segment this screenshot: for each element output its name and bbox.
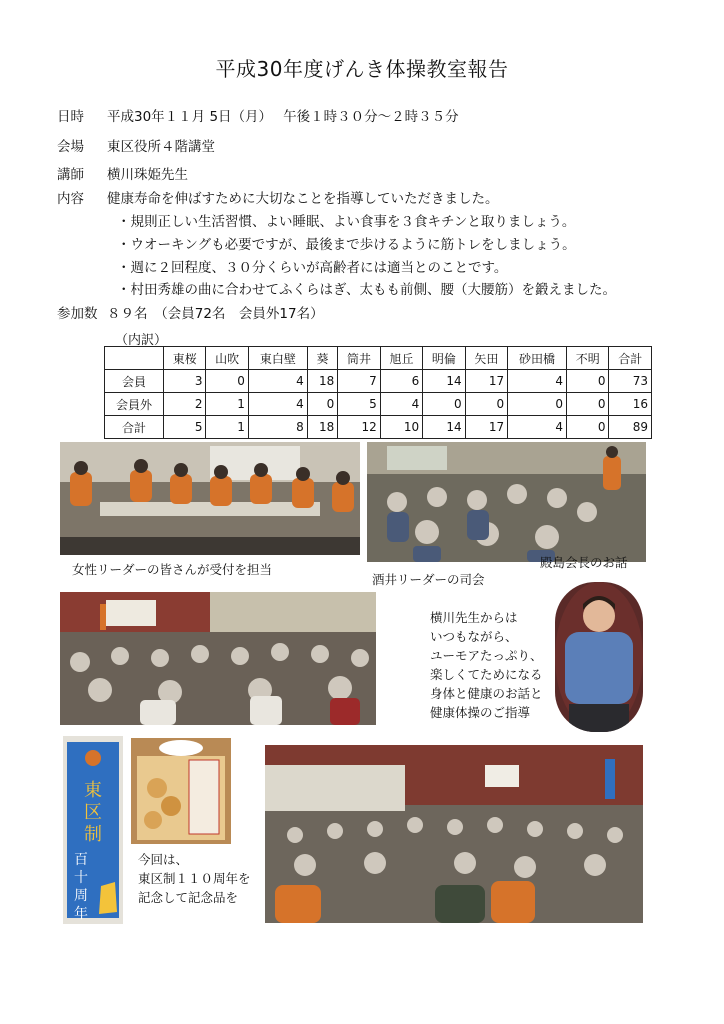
table-cell: 0 xyxy=(508,393,567,416)
content-label: 内容 xyxy=(57,191,84,207)
table-header: 不明 xyxy=(567,347,609,370)
table-cell: 0 xyxy=(206,370,248,393)
info-venue xyxy=(57,135,215,155)
table-cell: 6 xyxy=(380,370,422,393)
table-cell: 4 xyxy=(508,416,567,439)
table-cell: 0 xyxy=(465,393,507,416)
content-value: 健康寿命を伸ばすために大切なことを指導していただきました。 xyxy=(107,191,499,207)
table-cell: 0 xyxy=(567,393,609,416)
table-cell: 14 xyxy=(423,416,465,439)
table-cell: 10 xyxy=(380,416,422,439)
teacher-caption xyxy=(430,608,543,722)
table-cell: 2 xyxy=(164,393,206,416)
svg-text:周: 周 xyxy=(74,888,88,904)
table-cell: 14 xyxy=(423,370,465,393)
row-label: 会員 xyxy=(105,370,164,393)
reception-photo xyxy=(60,442,360,555)
teacher-photo xyxy=(555,582,643,732)
table-header: 東白壁 xyxy=(248,347,307,370)
teacher-caption-line: ユーモアたっぷり、 xyxy=(430,648,543,663)
table-cell: 4 xyxy=(508,370,567,393)
table-header: 筒井 xyxy=(338,347,380,370)
table-header: 砂田橋 xyxy=(508,347,567,370)
hall-photo xyxy=(60,592,376,725)
info-content xyxy=(57,187,499,207)
banner-photo xyxy=(63,736,123,924)
table-cell: 18 xyxy=(307,370,338,393)
teacher-caption-line: 横川先生からは xyxy=(430,610,518,625)
gift-caption-line: 記念して記念品を xyxy=(138,890,239,905)
table-cell: 8 xyxy=(248,416,307,439)
row-label: 合計 xyxy=(105,416,164,439)
table-cell: 12 xyxy=(338,416,380,439)
table-cell: 17 xyxy=(465,416,507,439)
teacher-caption-line: 身体と健康のお話と xyxy=(430,686,543,701)
teacher-caption-line: いつもながら、 xyxy=(430,629,518,644)
table-header: 葵 xyxy=(307,347,338,370)
table-cell: 0 xyxy=(567,370,609,393)
table-header: 旭丘 xyxy=(380,347,422,370)
chairman-photo xyxy=(367,442,646,562)
participants-label: 参加数 xyxy=(57,306,98,322)
date-value: 平成30年１１月 5日（月） 午後１時３０分～２時３５分 xyxy=(107,109,459,125)
table-header: 合計 xyxy=(609,347,652,370)
table-cell: 7 xyxy=(338,370,380,393)
table-cell: 1 xyxy=(206,393,248,416)
leader-caption: 酒井リーダーの司会 xyxy=(372,572,485,587)
svg-text:東: 東 xyxy=(84,780,102,801)
chairman-caption: 殿島会長のお話 xyxy=(540,555,628,570)
table-header-row xyxy=(105,347,652,370)
bullet-item: ・規則正しい生活習慣、よい睡眠、よい食事を３食キチンと取りましょう。 xyxy=(117,214,576,230)
table-row xyxy=(105,393,652,416)
svg-text:百: 百 xyxy=(74,852,88,868)
instructor-value: 横川珠姫先生 xyxy=(107,167,188,183)
svg-text:十: 十 xyxy=(74,870,88,886)
table-cell: 1 xyxy=(206,416,248,439)
page-title: 平成30年度げんき体操教室報告 xyxy=(215,57,509,81)
teacher-caption-line: 楽しくてためになる xyxy=(430,667,543,682)
info-participants xyxy=(57,302,324,322)
instructor-label: 講師 xyxy=(57,167,84,183)
venue-label: 会場 xyxy=(57,139,84,155)
bullet-item: ・週に２回程度、３０分くらいが高齢者には適当とのことです。 xyxy=(117,260,508,276)
table-cell: 16 xyxy=(609,393,652,416)
svg-text:区: 区 xyxy=(84,802,102,823)
table-cell: 0 xyxy=(307,393,338,416)
table-cell: 18 xyxy=(307,416,338,439)
table-header: 明倫 xyxy=(423,347,465,370)
svg-text:制: 制 xyxy=(84,824,102,845)
table-cell: 5 xyxy=(164,416,206,439)
table-row xyxy=(105,370,652,393)
teacher-caption-line: 健康体操のご指導 xyxy=(430,705,531,720)
table-cell: 17 xyxy=(465,370,507,393)
reception-caption: 女性リーダーの皆さんが受付を担当 xyxy=(72,562,273,577)
gift-photo xyxy=(131,738,231,844)
table-cell: 73 xyxy=(609,370,652,393)
table-row xyxy=(105,416,652,439)
breakdown-label: （内訳） xyxy=(115,333,168,348)
gift-caption-line: 東区制１１０周年を xyxy=(138,871,251,886)
participant-table xyxy=(104,346,652,439)
table-header: 矢田 xyxy=(465,347,507,370)
table-header: 山吹 xyxy=(206,347,248,370)
table-cell: 5 xyxy=(338,393,380,416)
table-cell: 4 xyxy=(248,370,307,393)
table-cell: 3 xyxy=(164,370,206,393)
table-cell: 0 xyxy=(567,416,609,439)
row-label: 会員外 xyxy=(105,393,164,416)
bullet-item: ・村田秀雄の曲に合わせてふくらはぎ、太もも前側、腰（大腰筋）を鍛えました。 xyxy=(117,282,616,298)
participants-value: ８９名 （会員72名 会員外17名） xyxy=(107,306,324,322)
audience-photo xyxy=(265,745,643,923)
gift-caption xyxy=(138,850,251,907)
gift-caption-line: 今回は、 xyxy=(138,852,189,867)
table-cell: 4 xyxy=(248,393,307,416)
table-header: 東桜 xyxy=(164,347,206,370)
table-cell: 0 xyxy=(423,393,465,416)
bullet-item: ・ウオーキングも必要ですが、最後まで歩けるように筋トレをしましょう。 xyxy=(117,237,576,253)
info-date xyxy=(57,105,459,125)
svg-text:年: 年 xyxy=(74,906,88,922)
table-cell: 4 xyxy=(380,393,422,416)
venue-value: 東区役所４階講堂 xyxy=(107,139,215,155)
info-instructor xyxy=(57,163,188,183)
table-header xyxy=(105,347,164,370)
date-label: 日時 xyxy=(57,109,84,125)
table-cell: 89 xyxy=(609,416,652,439)
